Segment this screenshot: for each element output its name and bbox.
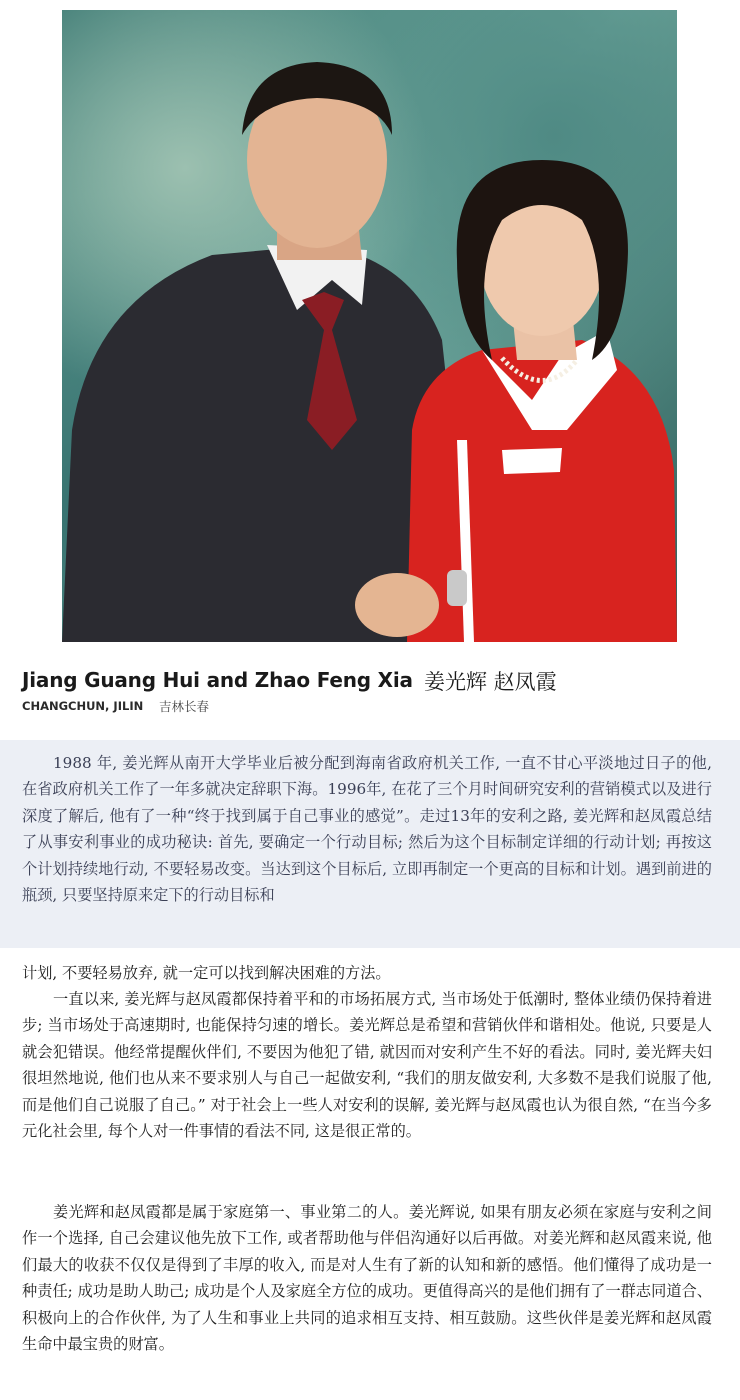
body-paragraph-2: 计划, 不要轻易放弃, 就一定可以找到解决困难的方法。 (22, 964, 391, 982)
pocket-flap (502, 448, 562, 474)
caption-names-en: Jiang Guang Hui and Zhao Feng Xia (22, 668, 413, 692)
body-paragraph-3: 一直以来, 姜光辉与赵凤霞都保持着平和的市场拓展方式, 当市场处于低潮时, 整体业绩仍保持着进步; 当市场处于高速期时, 也能保持匀速的增长。姜光辉总是希望和营销伙伴和谐相处。他说, 只要是人就会犯错误。他经常提醒伙伴们, 不要因为他犯了错, 就因而对安利产生不好的看法。同时, 姜光辉夫妇很坦然地说, 他们也从来不要求别人与自己一起做安利, “我们的朋友做安利, 大多数不是我们说服了他, 而是他们自己说服了自己。” 对于社会上一些人对安利的误解, 姜光辉与赵凤霞也认为很自然, “在当今多元化社会里, 每个人对一件事情的看法不同, 这是很正常的。 (22, 990, 712, 1141)
body-paragraph-1: 1988 年, 姜光辉从南开大学毕业后被分配到海南省政府机关工作, 一直不甘心平淡地过日子的他, 在省政府机关工作了一年多就决定辞职下海。1996年, 在花了三个月时间研究安利的营销模式以及进行深度了解后, 他有了一种“终于找到属于自己事业的感觉”。走过13年的安利之路, 姜光辉和赵凤霞总结了从事安利事业的成功秘诀: 首先, 要确定一个行动目标; 然后为这个目标制定详细的行动计划; 再按这个计划持续地行动, 不要轻易改变。当达到这个目标后, 立即再制定一个更高的目标和计划。遇到前进的瓶颈, 只要坚持原来定下的行动目标和 (22, 754, 712, 905)
portrait-photo (62, 10, 677, 642)
caption-location-en: CHANGCHUN, JILIN (22, 699, 144, 713)
portrait-photo-icon (62, 10, 677, 642)
body-paragraph-4: 姜光辉和赵凤霞都是属于家庭第一、事业第二的人。姜光辉说, 如果有朋友必须在家庭与安利之间作一个选择, 自己会建议他先放下工作, 或者帮助他与伴侣沟通好以后再做。对姜光辉和赵凤霞来说, 他们最大的收获不仅仅是得到了丰厚的收入, 而是对人生有了新的认知和新的感悟。他们懂得了成功是一种责任; 成功是助人助己; 成功是个人及家庭全方位的成功。更值得高兴的是他们拥有了一群志同道合、积极向上的合作伙伴, 为了人生和事业上共同的追求相互支持、相互鼓励。这些伙伴是姜光辉和赵凤霞生命中最宝贵的财富。 (22, 1203, 712, 1354)
hands (355, 573, 439, 637)
caption-names-cn: 姜光辉 赵凤霞 (424, 670, 557, 694)
caption-location-cn: 吉林长春 (159, 699, 210, 714)
watch (447, 570, 467, 606)
